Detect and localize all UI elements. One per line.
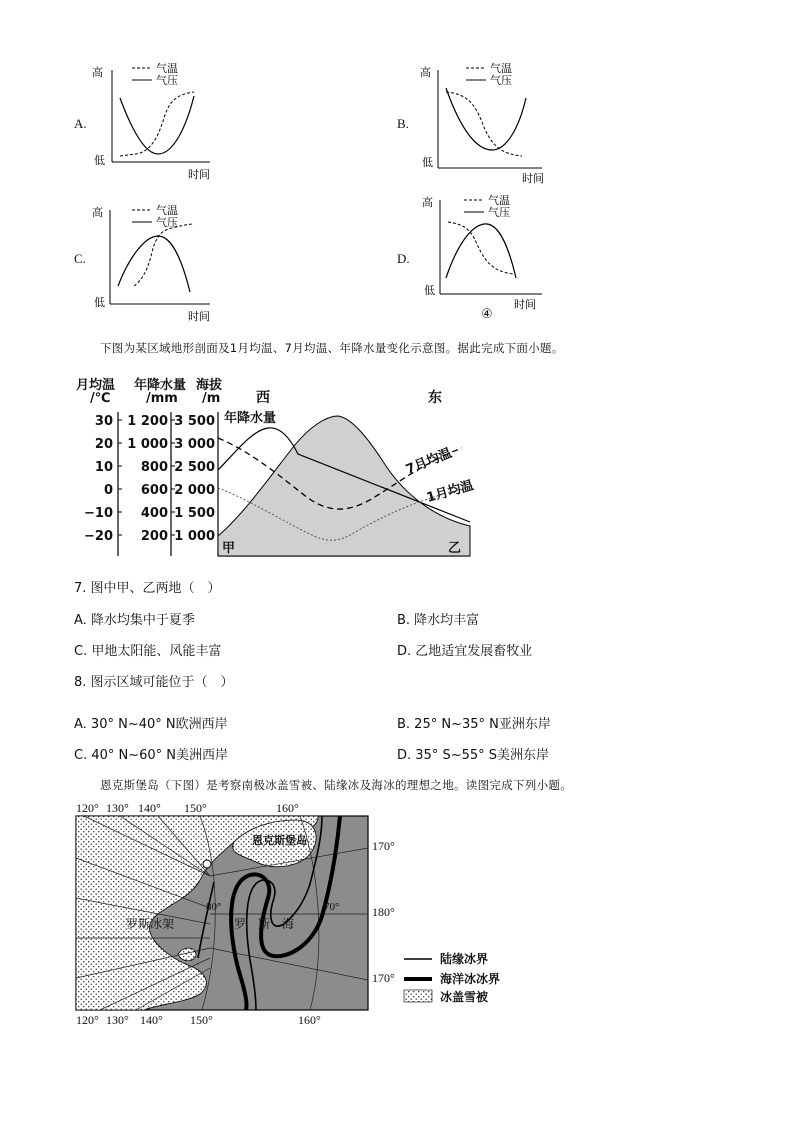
right-tick: 170°: [372, 839, 395, 853]
chart-a: [88, 58, 218, 182]
precip-tick: 1 200: [127, 414, 168, 429]
precip-tick: 400: [140, 506, 168, 521]
bottom-tick: 150°: [190, 1013, 213, 1027]
bottom-tick: 120°: [76, 1013, 99, 1027]
top-tick: 120°: [76, 801, 99, 815]
january-temp-label: 1月均温: [424, 478, 476, 506]
bottom-tick: 160°: [298, 1013, 321, 1027]
elev-tick: 3 000: [174, 437, 215, 452]
low-label: 低: [422, 156, 433, 169]
legend-sea-ice: 海洋冰冰界: [440, 972, 501, 986]
x-label: 时间: [188, 168, 210, 181]
ice-shelf-label: 罗斯冰架: [126, 917, 175, 931]
high-label: 高: [422, 196, 433, 209]
west-label: 西: [256, 390, 270, 406]
legend-temp: 气温: [156, 62, 178, 75]
top-tick: 160°: [276, 801, 299, 815]
july-temp-label: 7月均温: [403, 445, 455, 478]
temp-tick: −10: [84, 506, 113, 521]
q8-choice-d[interactable]: D. 35° S~55° S美洲东岸: [397, 748, 550, 763]
top-tick: 140°: [138, 801, 161, 815]
option-c-letter: C.: [74, 251, 86, 266]
section1-intro: 下图为某区域地形剖面及1月均温、7月均温、年降水量变化示意图。据此完成下面小题。: [100, 341, 564, 355]
elev-tick: 2 500: [174, 460, 215, 475]
temp-curve: [446, 92, 522, 156]
temp-unit: /℃: [90, 391, 111, 406]
right-tick: 180°: [372, 905, 395, 919]
legend-pressure: 气压: [488, 206, 510, 219]
lat-80-label: 80°: [206, 901, 222, 913]
point-jia: 甲: [222, 541, 236, 556]
point-yi: 乙: [448, 541, 462, 556]
legend-temp: 气温: [488, 194, 510, 207]
q7-choice-d[interactable]: D. 乙地适宜发展畜牧业: [397, 644, 533, 659]
q7-choice-a[interactable]: A. 降水均集中于夏季: [74, 613, 195, 628]
option-b-letter: B.: [397, 116, 409, 131]
pressure-curve: [120, 96, 194, 154]
option-d-letter: D.: [397, 251, 410, 266]
temp-tick: 20: [94, 437, 113, 452]
temp-tick: −20: [84, 529, 113, 544]
temp-tick: 30: [94, 414, 113, 429]
precip-tick: 200: [140, 529, 168, 544]
precip-tick: 1 000: [127, 437, 168, 452]
legend-temp: 气温: [156, 204, 178, 217]
legend-pressure: 气压: [490, 74, 512, 87]
profile-plot: [76, 408, 476, 560]
elev-tick: 3 500: [174, 414, 215, 429]
island-label: 恩克斯堡岛: [252, 834, 307, 847]
q8-choice-a[interactable]: A. 30° N~40° N欧洲西岸: [74, 717, 228, 732]
q8-choice-c[interactable]: C. 40° N~60° N美洲西岸: [74, 748, 229, 763]
legend-temp: 气温: [490, 62, 512, 75]
legend-pressure: 气压: [156, 74, 178, 87]
precip-tick: 800: [140, 460, 168, 475]
x-label: 时间: [188, 310, 210, 323]
pressure-curve: [446, 224, 516, 278]
legend-snow: 冰盖雪被: [440, 990, 489, 1004]
legend-pressure: 气压: [156, 216, 178, 229]
q7-choice-b[interactable]: B. 降水均丰富: [397, 613, 480, 628]
temp-axis-header: 月均温: [76, 378, 116, 393]
temp-curve: [448, 222, 514, 274]
map-figure: [60, 798, 520, 1030]
elev-axis-header: 海拔: [196, 378, 223, 393]
elev-tick: 1 000: [174, 529, 215, 544]
top-tick: 130°: [106, 801, 129, 815]
temp-tick: 0: [103, 483, 113, 498]
precip-tick: 600: [140, 483, 168, 498]
elev-tick: 2 000: [174, 483, 215, 498]
q7-stem: 7. 图中甲、乙两地（ ）: [74, 581, 221, 596]
elev-tick: 1 500: [174, 506, 215, 521]
precip-line-label: 年降水量: [224, 411, 277, 426]
q8-stem: 8. 图示区域可能位于（ ）: [74, 675, 234, 690]
high-label: 高: [420, 66, 431, 79]
terrain-profile: [218, 416, 470, 556]
legend-land-ice: 陆缘冰界: [440, 952, 489, 966]
precip-unit: /mm: [146, 391, 178, 406]
east-label: 东: [428, 390, 442, 406]
low-label: 低: [424, 284, 435, 297]
high-label: 高: [92, 66, 103, 79]
pressure-curve: [446, 88, 526, 150]
sea-label: 罗 斯 海: [234, 917, 295, 931]
high-label: 高: [92, 206, 103, 219]
x-label: 时间: [522, 172, 544, 185]
lat-70-label: 70°: [324, 901, 340, 913]
q8-choice-b[interactable]: B. 25° N~35° N亚洲东岸: [397, 717, 551, 732]
low-label: 低: [94, 154, 105, 167]
x-label: 时间: [514, 298, 536, 311]
bottom-tick: 130°: [106, 1013, 129, 1027]
low-label: 低: [94, 296, 105, 309]
right-tick: 170°: [372, 971, 395, 985]
temp-curve: [134, 224, 194, 286]
temp-tick: 10: [94, 460, 113, 475]
option-a-letter: A.: [74, 116, 87, 131]
bottom-tick: 140°: [140, 1013, 163, 1027]
chart-d: [418, 192, 548, 312]
section2-intro: 恩克斯堡岛（下图）是考察南极冰盖雪被、陆缘冰及海冰的理想之地。读图完成下列小题。: [100, 778, 572, 792]
legend-snow-swatch: [404, 990, 432, 1002]
q7-choice-c[interactable]: C. 甲地太阳能、风能丰富: [74, 644, 222, 659]
top-tick: 150°: [184, 801, 207, 815]
chart-b: [418, 58, 550, 186]
chart-c: [88, 200, 218, 324]
precip-axis-header: 年降水量: [134, 378, 187, 393]
elev-unit: /m: [202, 391, 221, 406]
circled-marker: ④: [481, 307, 493, 322]
